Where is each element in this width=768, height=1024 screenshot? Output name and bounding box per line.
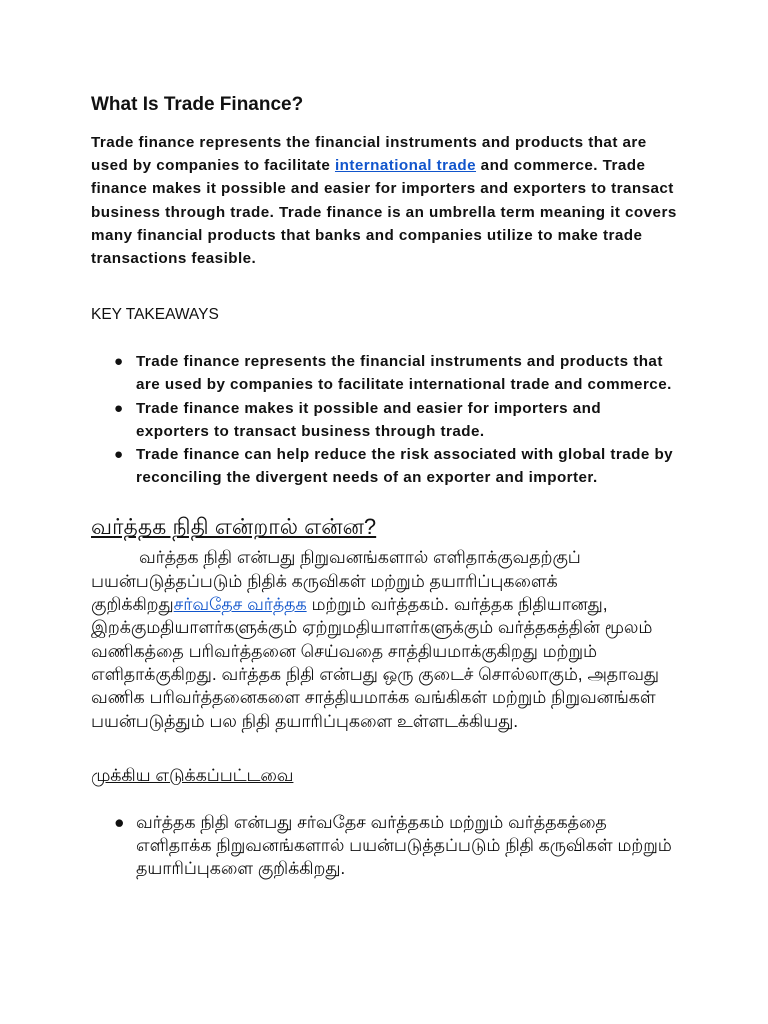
tamil-key-takeaways-heading: முக்கிய எடுக்கப்பட்டவை xyxy=(91,764,294,785)
bullet-icon: ● xyxy=(114,446,124,464)
key-takeaways-heading: KEY TAKEAWAYS xyxy=(91,306,219,324)
international-trade-link[interactable]: international trade xyxy=(334,157,477,175)
takeaway-text: Trade finance can help reduce the risk associated with global trade by reconciling the divergent needs of an exporter and importer. xyxy=(136,446,674,487)
list-item xyxy=(114,350,678,396)
english-takeaways-list xyxy=(91,350,678,489)
tamil-text-start: வர்த்தக நிதி என்பது நிறுவனங்களால் எளிதாக்குவதற்குப் பயன்படுத்தப்படும் நிதிக் கருவிகள் மற்றும் தயாரிப்புகளைக் குறிக்கிறது xyxy=(91,547,581,615)
list-item xyxy=(114,443,678,489)
tamil-heading: வர்த்தக நிதி என்றால் என்ன? xyxy=(91,514,377,540)
international-trade-tamil-link[interactable]: சர்வதேச வர்த்தக xyxy=(173,594,307,615)
english-intro-paragraph xyxy=(91,131,678,270)
takeaway-text: Trade finance makes it possible and easier for importers and exporters to transact business through trade. xyxy=(136,399,602,440)
takeaway-text: வர்த்தக நிதி என்பது சர்வதேச வர்த்தகம் மற்றும் வர்த்தகத்தை எளிதாக்க நிறுவனங்களால் பயன்படுத்தப்படும் நிதி கருவிகள் மற்றும் தயாரிப்புகளை குறிக்கிறது. xyxy=(136,811,672,879)
bullet-icon: ● xyxy=(114,399,124,417)
bullet-icon: ● xyxy=(114,353,124,371)
intro-text-start: Trade finance represents the financial instruments and products that are used by companies to facilitate xyxy=(91,134,647,175)
bullet-icon: ● xyxy=(114,811,125,832)
tamil-text-end: மற்றும் வர்த்தகம். வர்த்தக நிதியானது, இறக்குமதியாளர்களுக்கும் ஏற்றுமதியாளர்களுக்கும் வர்த்தகத்தின் மூலம் வணிகத்தை பரிவர்த்தனை செய்வதை சாத்தியமாக்குகிறது மற்றும் எளிதாக்குகிறது. வர்த்தக நிதி என்பது ஒரு குடைச் சொல்லாகும், அதாவது வணிக பரிவர்த்தனைகளை சாத்தியமாக்க வங்கிகள் மற்றும் நிறுவனங்கள் பயன்படுத்தும் பல நிதி தயாரிப்புகளை உள்ளடக்கியது. xyxy=(91,594,659,731)
english-heading: What Is Trade Finance? xyxy=(91,94,304,115)
list-item xyxy=(114,397,678,443)
tamil-takeaways-list xyxy=(91,811,678,881)
tamil-intro-paragraph xyxy=(91,546,678,732)
list-item xyxy=(114,811,678,881)
intro-text-end: and commerce. Trade finance makes it possible and easier for importers and exporters to transact business through trade. Trade finance is an umbrella term meaning it covers many financial products that banks and companies utilize to make trade transactions feasible. xyxy=(91,157,677,268)
takeaway-text: Trade finance represents the financial instruments and products that are used by companies to facilitate international trade and commerce. xyxy=(136,353,672,394)
